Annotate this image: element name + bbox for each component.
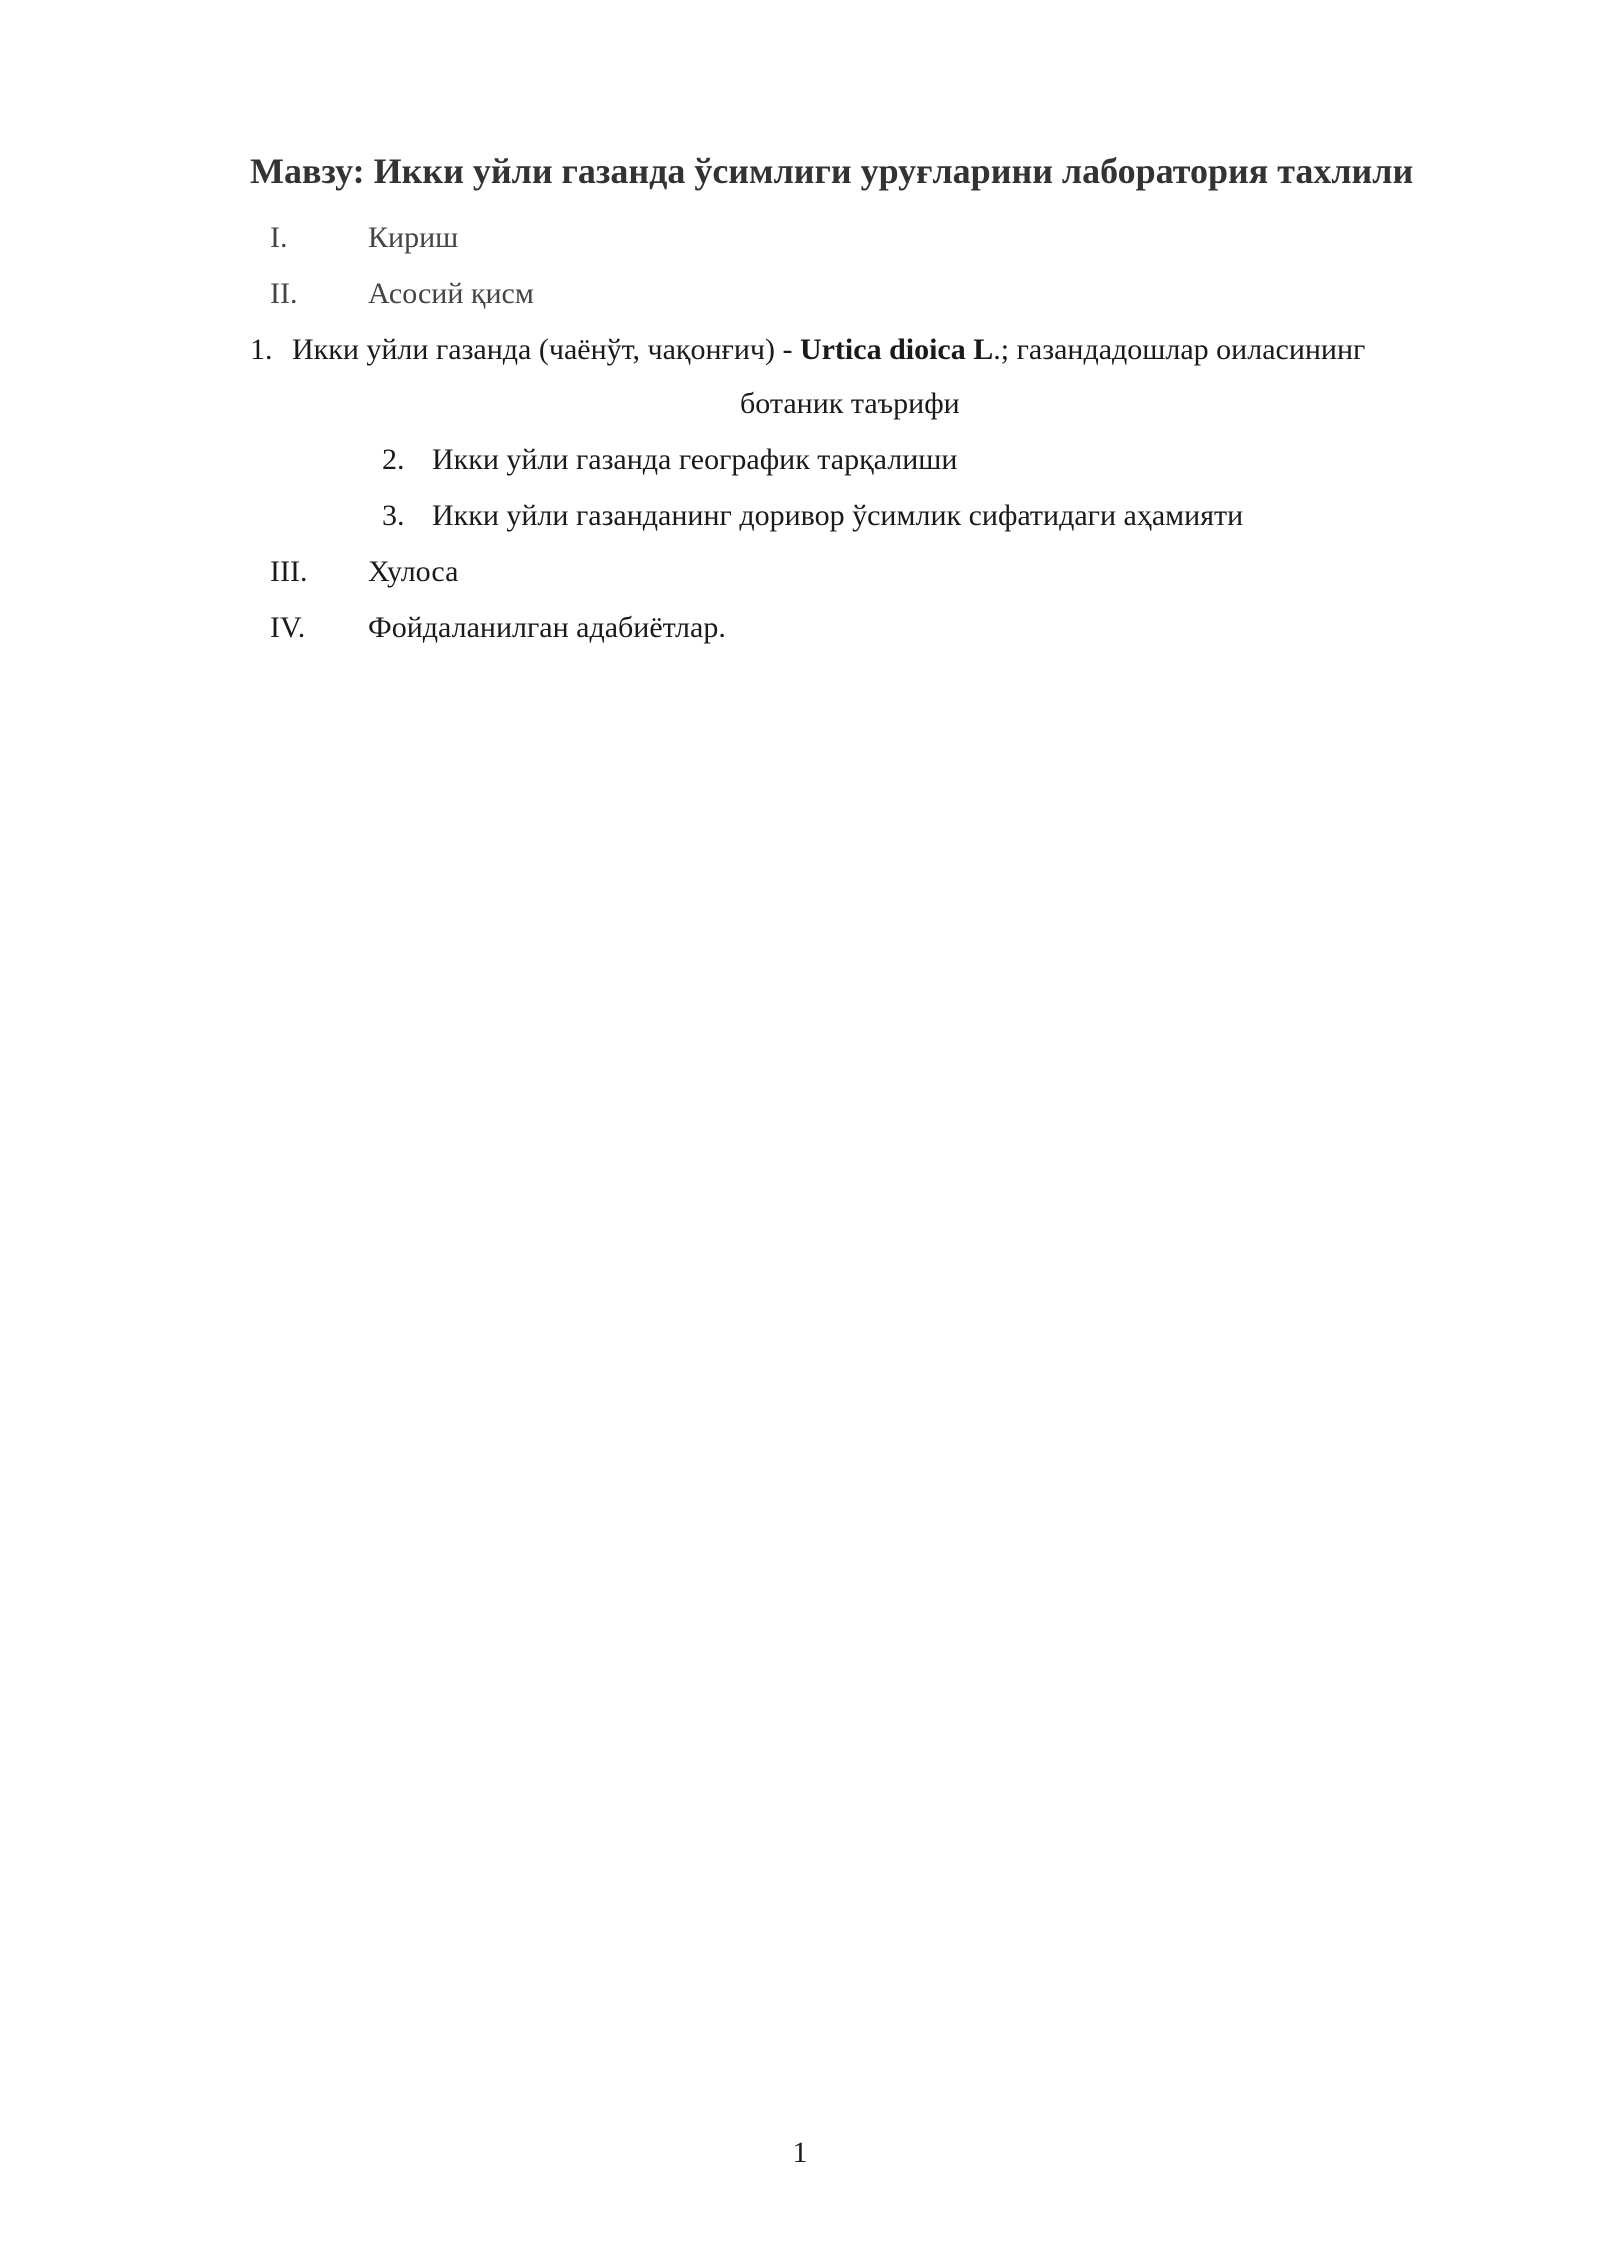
outline-number-1: 1. <box>250 333 273 366</box>
document-title: Мавзу: Икки уйли газанда ўсимлиги уруғларини лаборатория тахлили <box>250 151 1414 191</box>
outline-subitem-1 <box>292 332 1365 368</box>
outline-number-2: 2. <box>382 443 405 476</box>
outline-numeral-iii: III. <box>270 555 308 588</box>
outline-subitem-3: Икки уйли газанданинг доривор ўсимлик сифатидаги аҳамияти <box>432 499 1244 532</box>
outline-subitem-2: Икки уйли газанда географик тарқалиши <box>432 443 958 476</box>
outline-numeral-iv: IV. <box>270 611 306 644</box>
outline-numeral-ii: II. <box>270 277 298 310</box>
outline-numeral-i: I. <box>270 221 288 254</box>
outline-item-introduction: Кириш <box>368 221 459 254</box>
subitem-1-text-before: Икки уйли газанда (чаёнўт, чақонғич) - <box>292 333 800 366</box>
page-number: 1 <box>792 2136 808 2169</box>
outline-item-conclusion: Хулоса <box>368 555 459 588</box>
outline-item-references: Фойдаланилган адабиётлар. <box>368 611 726 644</box>
outline-item-main-part: Асосий қисм <box>368 277 534 310</box>
subitem-1-text-after: .; газандадошлар оиласининг <box>993 333 1366 366</box>
species-name: Urtica dioica L <box>799 333 994 366</box>
outline-number-3: 3. <box>382 499 405 532</box>
outline-subitem-1-continuation: ботаник таърифи <box>740 387 960 420</box>
